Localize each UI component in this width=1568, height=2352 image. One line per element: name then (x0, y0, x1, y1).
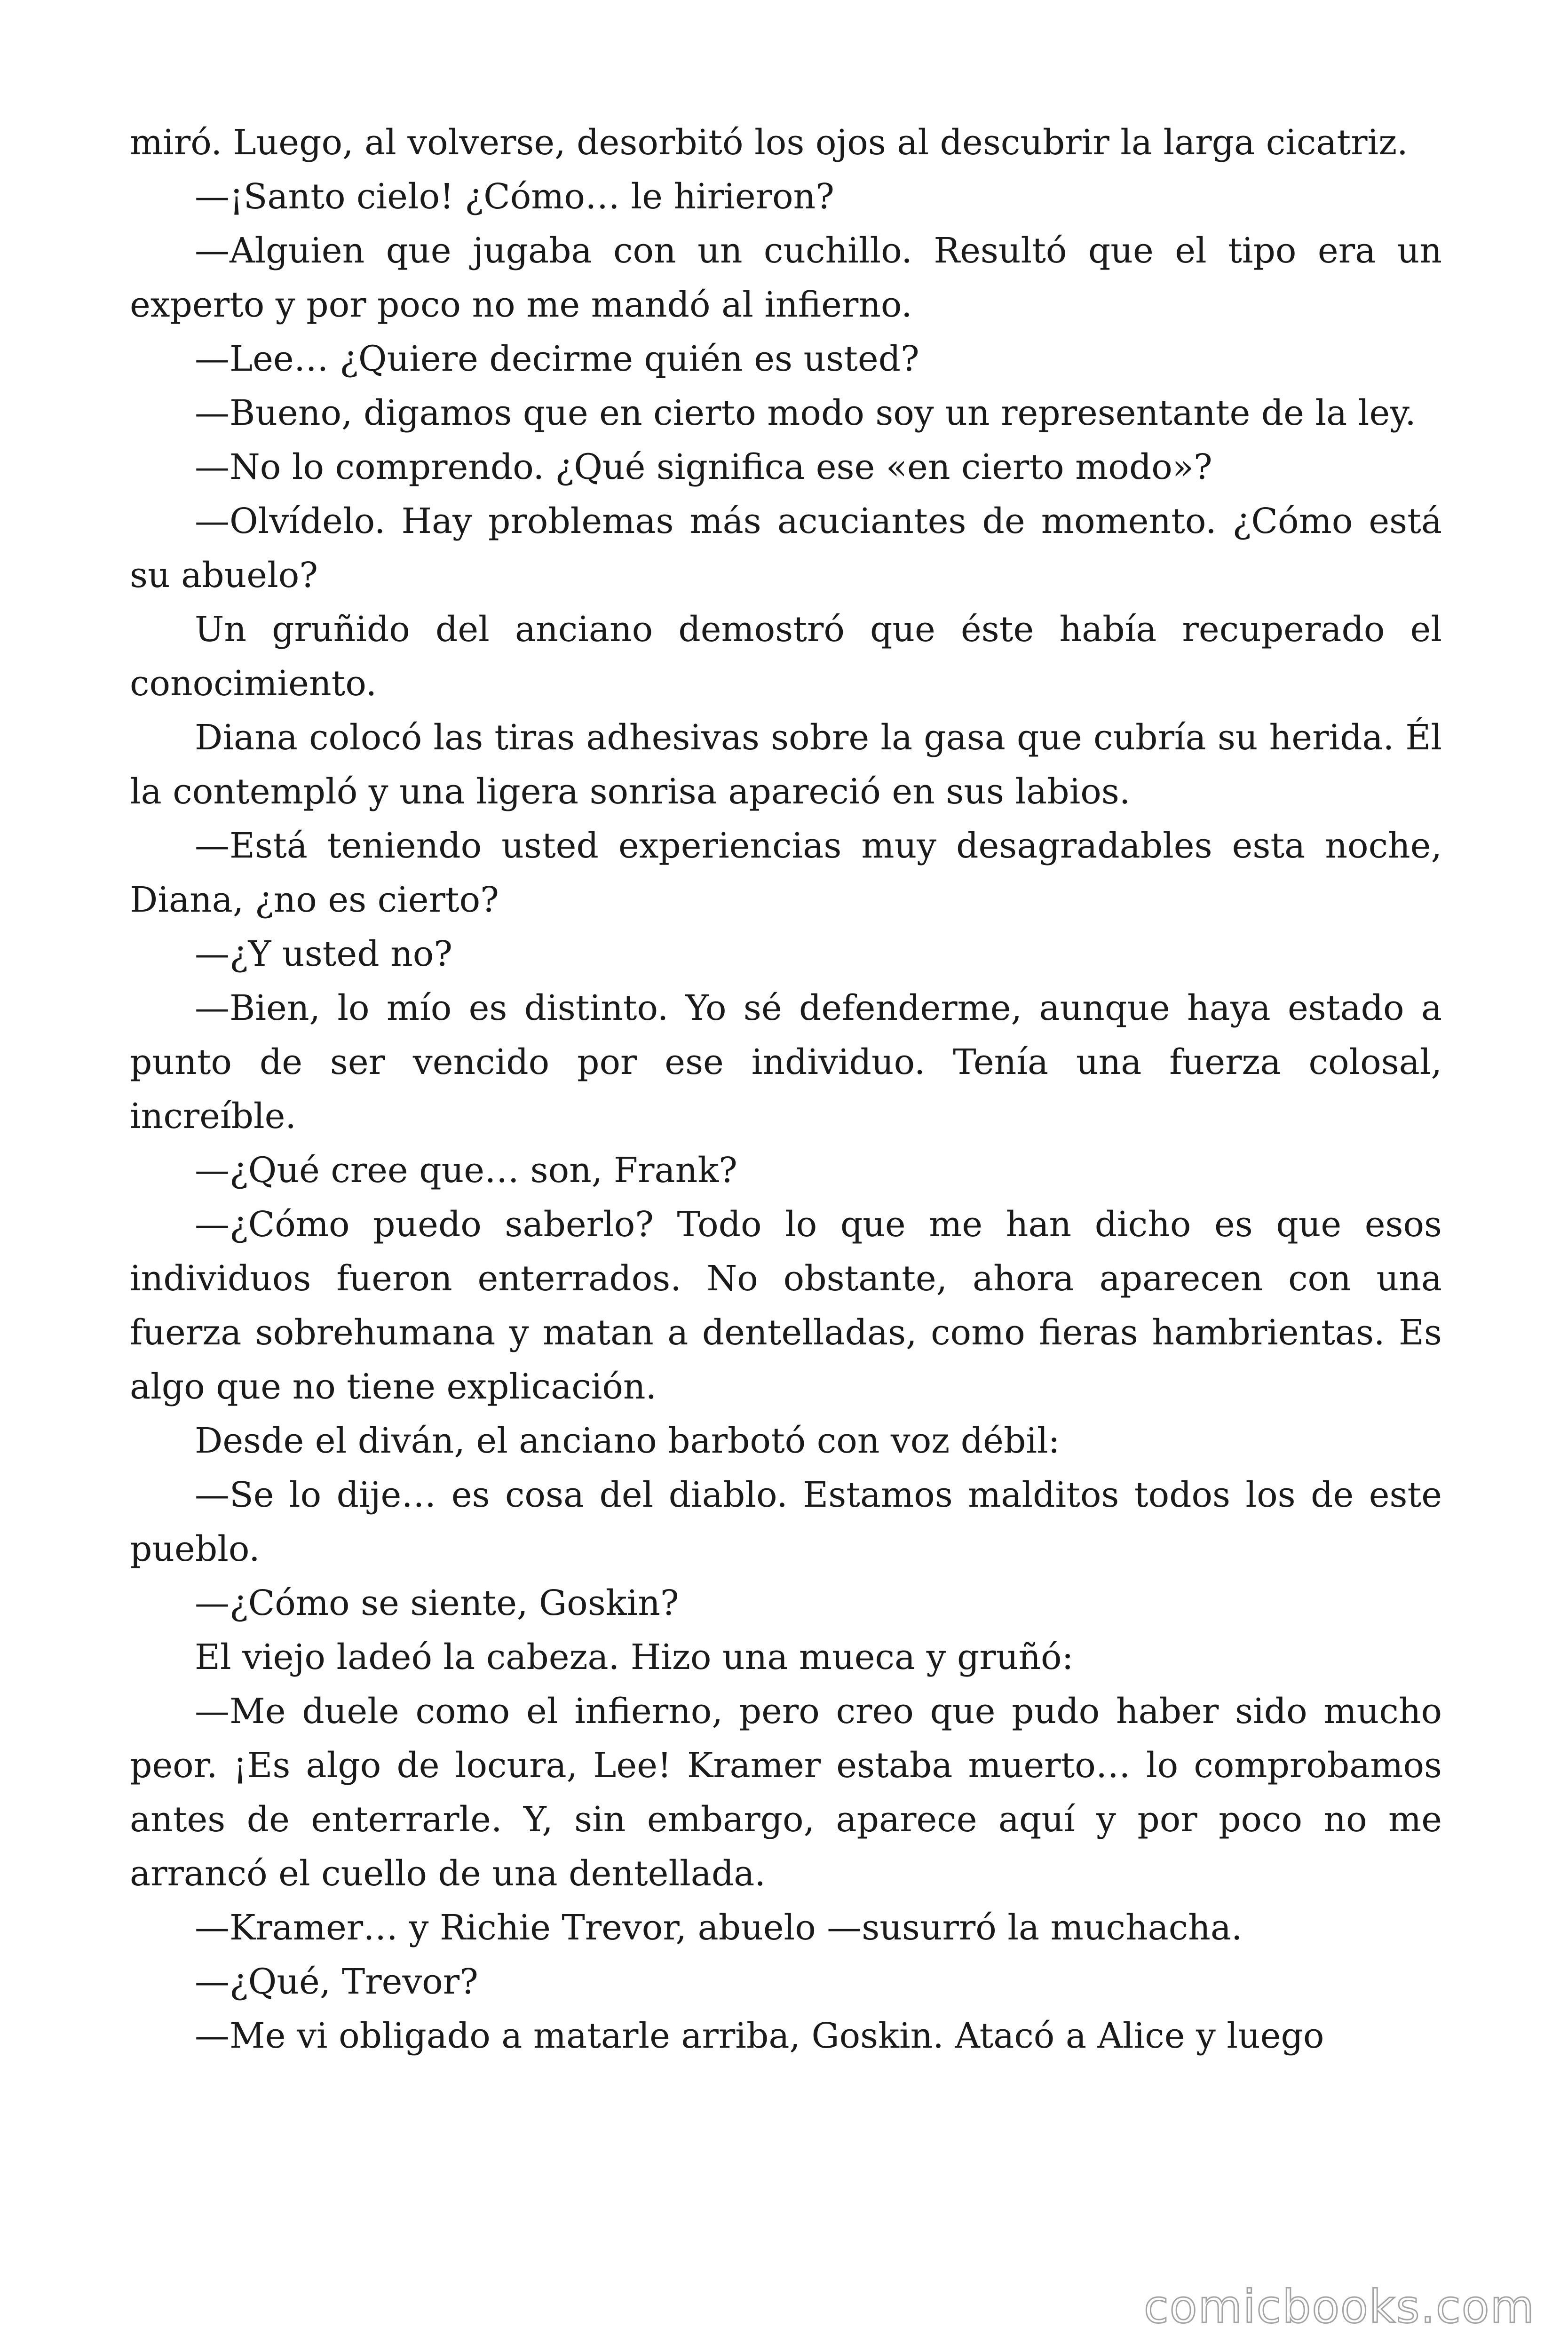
paragraph: miró. Luego, al volverse, desorbitó los ojos al descubrir la larga cicatriz. (130, 122, 1408, 163)
book-page (130, 116, 1442, 2200)
paragraph: —Kramer… y Richie Trevor, abuelo —susurró la muchacha. (195, 1907, 1243, 1948)
paragraph: —¡Santo cielo! ¿Cómo… le hirieron? (195, 176, 834, 217)
paragraph: —Me vi obligado a matarle arriba, Goskin. Atacó a Alice y luego (195, 2016, 1324, 2056)
paragraph: —¿Y usted no? (195, 934, 452, 974)
paragraph: Un gruñido del anciano demostró que éste había recuperado el conocimiento. (130, 609, 1442, 704)
paragraph: —Se lo dije… es cosa del diablo. Estamos malditos todos los de este pueblo. (130, 1475, 1442, 1569)
paragraph: Diana colocó las tiras adhesivas sobre la gasa que cubría su herida. Él la contempló y una ligera sonrisa apareció en sus labios. (130, 717, 1442, 812)
paragraph: —¿Cómo se siente, Goskin? (195, 1583, 679, 1623)
paragraph: Desde el diván, el anciano barbotó con voz débil: (195, 1421, 1060, 1461)
paragraph: —¿Cómo puedo saberlo? Todo lo que me han dicho es que esos individuos fueron enterrados. No obstante, ahora aparecen con una fuerza sobrehumana y matan a dentelladas, como fieras hambrientas. Es algo que no tiene explicación. (130, 1204, 1442, 1407)
paragraph: —No lo comprendo. ¿Qué significa ese «en cierto modo»? (195, 447, 1212, 487)
paragraph: —Me duele como el infierno, pero creo que pudo haber sido mucho peor. ¡Es algo de locura, Lee! Kramer estaba muerto… lo comprobamos antes de enterrarle. Y, sin embargo, aparece aquí y por poco no me arrancó el cuello de una dentellada. (130, 1691, 1442, 1894)
paragraph: —Está teniendo usted experiencias muy desagradables esta noche, Diana, ¿no es cierto? (130, 826, 1442, 920)
paragraph: —Alguien que jugaba con un cuchillo. Resultó que el tipo era un experto y por poco no me mandó al infierno. (130, 230, 1442, 325)
paragraph: —Bueno, digamos que en cierto modo soy un representante de la ley. (195, 393, 1416, 433)
paragraph: —Bien, lo mío es distinto. Yo sé defenderme, aunque haya estado a punto de ser vencido por ese individuo. Tenía una fuerza colosal, increíble. (130, 988, 1442, 1136)
paragraph: —Olvídelo. Hay problemas más acuciantes de momento. ¿Cómo está su abuelo? (130, 501, 1442, 596)
paragraph: —¿Qué cree que… son, Frank? (195, 1150, 737, 1191)
paragraph: —¿Qué, Trevor? (195, 1962, 478, 2002)
paragraph: El viejo ladeó la cabeza. Hizo una mueca y gruñó: (195, 1637, 1074, 1677)
paragraph: —Lee… ¿Quiere decirme quién es usted? (195, 339, 919, 379)
watermark: comicbooks.com (1143, 2280, 1535, 2333)
